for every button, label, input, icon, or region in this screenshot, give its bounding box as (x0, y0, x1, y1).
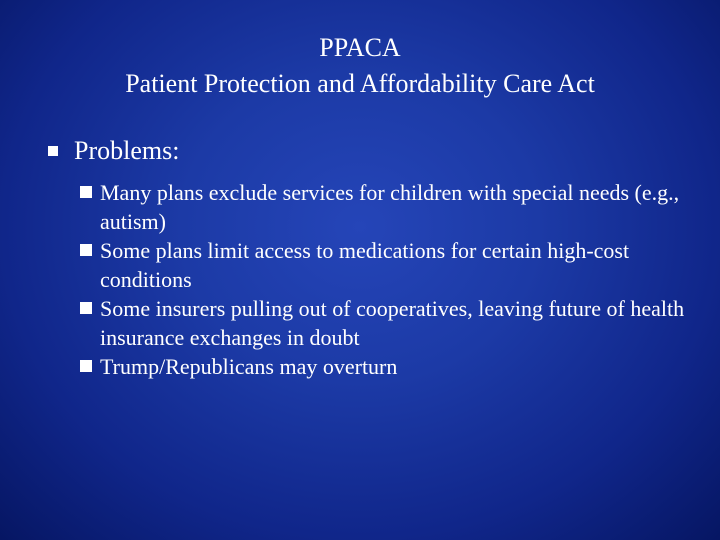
sub-bullet-text: Trump/Republicans may overturn (100, 354, 398, 379)
square-bullet-icon (80, 186, 92, 198)
bullet-label: Problems: (74, 136, 180, 165)
sub-bullet-item (80, 352, 690, 381)
slide-title (20, 30, 700, 102)
sub-bullet-list (80, 178, 690, 381)
sub-bullet-text: Many plans exclude services for children with special needs (e.g., autism) (100, 180, 680, 234)
square-bullet-icon (48, 146, 58, 156)
square-bullet-icon (80, 302, 92, 314)
square-bullet-icon (80, 244, 92, 256)
sub-bullet-item (80, 178, 690, 236)
square-bullet-icon (80, 360, 92, 372)
title-line-2: Patient Protection and Affordability Care Act (125, 69, 595, 98)
sub-bullet-item (80, 236, 690, 294)
bullet-problems (48, 134, 179, 168)
title-line-1: PPACA (319, 33, 401, 62)
sub-bullet-text: Some plans limit access to medications for certain high-cost conditions (100, 238, 630, 292)
sub-bullet-item (80, 294, 690, 352)
sub-bullet-text: Some insurers pulling out of cooperatives, leaving future of health insurance exchanges in doubt (100, 296, 685, 350)
